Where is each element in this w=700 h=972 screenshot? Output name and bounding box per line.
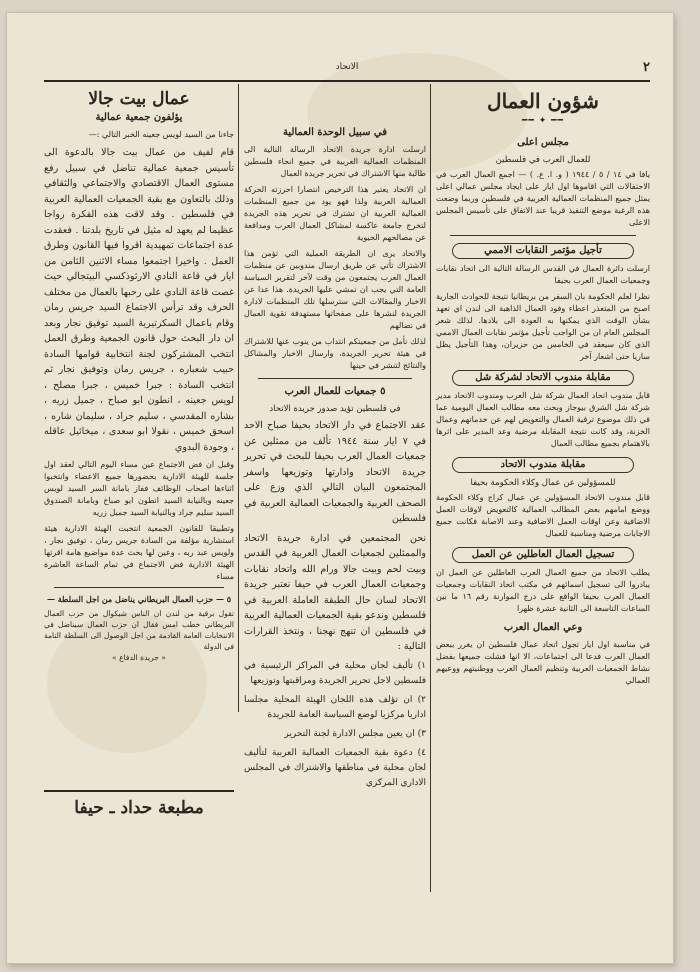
article-paragraph: ارسلت ادارة جريدة الاتحاد الرسالة التالية الى المنظمات العمالية العربية في جميع انحاء فلسطين طالبة منها الاشتراك في تحرير جريدة العمال xyxy=(244,145,426,178)
article-heading: تأجيل مؤتمر النقابات الاممي xyxy=(452,243,634,259)
brief-text: تقول برقية من لندن ان الناس شيكوال من حزب العمال البريطاني خطب امس فقال ان حزب العمال سيناضل في الانتخابات العامة القادمة من اجل الوصول الى السلطة التامة في الدولة xyxy=(44,609,234,651)
article-paragraph: ان الاتحاد يعتبر هذا الترخيص انتصارا احرزته الحركة العمالية العربية ولذا فهو يود من جميع المنظمات العمالية العربية ان تشترك في تحرير هذه الجريدة لتخرج جامعة عاكسة لمشاكل العمال العرب ومدافعة عن مصالحهم الحيوية xyxy=(244,185,426,242)
brief-credit: « جريدة الدفاع » xyxy=(112,653,166,662)
article-paragraph: قام لفيف من عمال بيت جالا بالدعوة الى تأسيس جمعية عمالية تناضل في سبيل رفع مستوى العمال الاقتصادي والاجتماعي والثقافي وذلك بالتعاون مع بقية الجمعيات العمالية العربية في فلسطين . وقد لاقت هذه الفكرة رواجا عظيما لم يعهد له مثيل في تاريخ بلدتنا . فعقدت عدة اجتماعات تمهيدية اقروا فيها القانون وطرق العمل . واخيرا اجتمعوا مساء الاثنين الثامن من ايار في قاعة النادي الارثوذكسي البيتجالي حيث غصت قاعة النادي على رحبها بالعمال من مختلف الحرف وقد ترأس الاجتماع السيد جريس رمان وقام باعمال السكرتيرية السيد توفيق نجار وبعد ان دار البحث حول قانون الجمعية وطرق العمل انتخب المشتركون لجنة انتخابية قوامها السادة حبيب شعباره ، جريس رمان وتوفيق نجار ثم انتخب السادة : جبرا خميس ، جبرا مصلح ، لويس جعينه ، انطون ابو صباح ، جميل زريه ، بشاره المقدسي ، سليم جراد ، سليمان شاره ، اسحق خميس ، نقولا ابو سعدى ، ميخائيل عاقله ، وجودة البدوي xyxy=(44,147,234,453)
masthead-rule xyxy=(44,80,650,82)
printer-name: مطبعة حداد ـ حيفا xyxy=(74,798,204,818)
article-paragraph: ارسلت دائرة العمال في القدس الرسالة التالية الى اتحاد نقابات وجمعيات العمال العرب بحيفا xyxy=(436,264,650,285)
column-labour-unity xyxy=(244,86,426,795)
article-paragraph: وتطبيقا للقانون الجمعية انتخبت الهيئة الادارية هيئة استشارية مؤلفة من السادة جريس رمان ، توفيق نجار ، ولويس عبد ربه ، وعين لها بحث عدة مواضيع هامة اقرتها الهيئة الادارية فض الاجتماع في تمام الساعة العاشرة مساء xyxy=(44,524,234,581)
article-delegate-meeting xyxy=(436,457,650,540)
column-divider-right xyxy=(430,84,431,892)
article-title: عمال بيت جالا xyxy=(88,89,190,109)
brief-heading: ٥ — حزب العمال البريطاني يناضل من اجل السلطة — xyxy=(46,594,232,604)
article-separator xyxy=(450,235,636,236)
article-subheading: في فلسطين تؤيد صدور جريدة الاتحاد xyxy=(269,404,401,414)
article-unemployed-registration xyxy=(436,547,650,615)
article-paragraph: لذلك نأمل من جمعيتكم انتداب من ينوب عنها للاشتراك في هيئة تحرير الجريدة، وارسال الاخبار والمشاكل والنتائج لتنشر في حينها xyxy=(244,337,426,370)
running-head-paper-name: الاتحاد xyxy=(335,62,359,72)
article-heading: وعي العمال العرب xyxy=(503,622,583,633)
article-paragraph: جاءنا من السيد لويس جعينه الخبر التالي :— xyxy=(88,130,234,139)
article-subheading: للعمال العرب في فلسطين xyxy=(495,155,591,165)
article-heading: مقابلة مندوب الاتحاد لشركة شل xyxy=(452,370,634,386)
article-paragraph: قابل مندوب الاتحاد المسؤولين عن عمال كراج وكلاء الحكومة ووضع امامهم بعض المطالب العمالية كالتعويض لاوقات العمل الاضافية وعن اوقات العمل الاضافية وعند الاصابة فكانت جميع الاجابات مرضية ومناسبة للعمال xyxy=(436,493,650,538)
article-conference-postponed xyxy=(436,243,650,363)
article-paragraph: عقد الاجتماع في دار الاتحاد بحيفا صباح الاحد في ٧ ايار سنة ١٩٤٤ تألف من ممثلين عن جمعيات العمال العرب بحيفا للبحث في تحرير جريدة الاتحاد وادارتها وتوزيعها واسفر المجتمعون البيان التالي الذي وزع على الصحف العربية والجمعيات العمالية العربية في فلسطين xyxy=(244,420,426,524)
article-separator xyxy=(258,378,412,379)
article-heading: في سبيل الوحدة العمالية xyxy=(282,127,388,138)
article-paragraph: قابل مندوب اتحاد العمال شركة شل العرب ومندوب الاتحاد مدير شركة شل الشرق بيوجاز وبحث معه مطالب العمال اليومية عما في ذلك موضوع ترقية العمال والتعويض لهم عن خدماتهم وعمال الخزنة، وقد كانت نتيجة المقابلة مرضية وعد المدير على اثرها بالاهتمام بجميع مطالب العمال xyxy=(436,391,650,448)
resolution-item: ١) تأليف لجان محلية في المراكز الرئيسية في فلسطين لاجل تحرير الجريدة ومراقبتها وتوزيعها xyxy=(244,660,426,686)
column-beit-jala xyxy=(44,86,234,663)
column-workers-affairs xyxy=(436,86,650,691)
page-number: ٢ xyxy=(643,60,650,75)
article-paragraph: يطلب الاتحاد من جميع العمال العرب العاطلين عن العمل ان يبادروا الى تسجيل اسمائهم في مكتب اتحاد النقابات وجمعيات العمال العرب بحيفا الواقع على درج الموارنة رقم ١٦ ما بين الساعات التاسعة الى الثانية عشرة ظهرا xyxy=(436,568,650,613)
article-high-council xyxy=(436,136,650,229)
section-banner: شؤون العمال xyxy=(487,89,599,113)
article-paragraph: وقبل ان فض الاجتماع عين مساء اليوم التالي لعقد اول جلسة للهيئة الادارية بحضورها جميع الاعضاء وانتخبوا اثناءها اصحاب الوظائف ففاز بامانة السر السيد لويس جعينه وبالنيابة السيد انطون ابو صباح وبامانة الصندوق السيد سليم جراد وبالنيابة السيد جميل زريه xyxy=(44,460,234,517)
article-heading: تسجيل العمال العاطلين عن العمل xyxy=(452,547,634,563)
article-paragraph: يافا في ١٤ / ٥ / ١٩٤٤ ( و. ا. ع. ) — اجمع العمال العرب في الاحتفالات التي اقاموها اول ايار على ايجاد مجلس عمالي اعلى يمثل جميع المنظمات العمالية العربية في فلسطين وربما وضعت هذه الرغبة موضع التنفيذ قريبا عند الاتفاق على تأسيس المجلس الاعلى xyxy=(436,170,651,227)
article-paragraph: نظرا لعلم الحكومة بان السفر من بريطانيا نتيجة للحوادث الجارية اصبح من المتعذر اعطاء وفود العمال الذاهبة الى لندن اي تعهد بشأن الوقت الذي يمكنها به العودة الى بلادها. لذلك شعر المجلس العام ان من الواجب تأجيل مؤتمر نقابات العمال الاممي الذي كان سيعقد في الخامس من حزيران، وهذا التأجيل يظل ساريا حتى اشعار آخر xyxy=(436,292,650,361)
article-paragraph: للمسؤولين عن عمال وكلاء الحكومة بحيفا xyxy=(470,478,616,488)
printer-imprint xyxy=(44,790,234,818)
article-heading: مجلس اعلى xyxy=(517,137,569,148)
article-subtitle: يؤلفون جمعية عمالية xyxy=(95,112,183,123)
article-paragraph: والاتحاد يرى ان الطريقة العملية التي تؤمن هذا الاشتراك تأتي عن طريق ارسال مندوبين عن منظمات العمال العرب يجتمعون من وقت لآخر لتقرير السياسة العامة التي يجب ان تمشي عليها الجريدة. هذا عدا عن الاخبار والمقالات التي سترسلها تلك المنظمات لادارة الجريدة لنشرها على صفحاتها مستهدفة تقوية العمال في نضالهم xyxy=(244,249,426,330)
resolution-item: ٣) ان يعين مجلس الادارة لجنة التحرير xyxy=(284,728,426,739)
column-divider-left xyxy=(238,84,239,712)
article-five-associations xyxy=(244,385,426,791)
article-heading: مقابلة مندوب الاتحاد xyxy=(452,457,634,473)
article-heading: ٥ جمعيات للعمال العرب xyxy=(284,386,386,397)
ornament-divider: ━━ ✦ ━━ xyxy=(522,116,564,126)
imprint-rule xyxy=(44,790,234,792)
masthead xyxy=(44,60,650,82)
article-paragraph: في مناسبة اول ايار تجول اتحاد عمال فلسطين ان يغرر ببعض العمال العرب فدعا الى اجتماعات، الا انها فشلت جميعها بفضل نشاط الجمعيات العربية وتنظيم العمال العرب ووطنيتهم ووعيهم العمالي xyxy=(436,640,650,685)
article-labour-unity xyxy=(244,126,426,372)
article-separator xyxy=(54,587,224,588)
article-workers-awareness xyxy=(436,621,650,687)
article-shell-meeting xyxy=(436,370,650,450)
article-paragraph: نحن المجتمعين في ادارة جريدة الاتحاد والممثلين لجمعيات العمال العربية في القدس وبيت لحم وبيت جالا ورام الله واتحاد نقابات وجمعيات العمال العرب في حيفا نعتبر جريدة الاتحاد لسان حال الطبقة العاملة العربية في فلسطين وندعو بقية الجمعيات العمالية العربية في فلسطين ان تنهج نهجنا ، ونتخذ القرارات التالية : xyxy=(244,532,426,652)
resolution-item: ٢) ان تؤلف هذه اللجان الهيئة المحلية مجلسا اداريا مركزيا لوضع السياسة العامة للجريدة xyxy=(244,694,426,720)
resolution-item: ٤) دعوة بقية الجمعيات العمالية العربية لتأليف لجان محلية في مناطقها والاشتراك في المجلس الاداري المركزي xyxy=(244,747,426,788)
